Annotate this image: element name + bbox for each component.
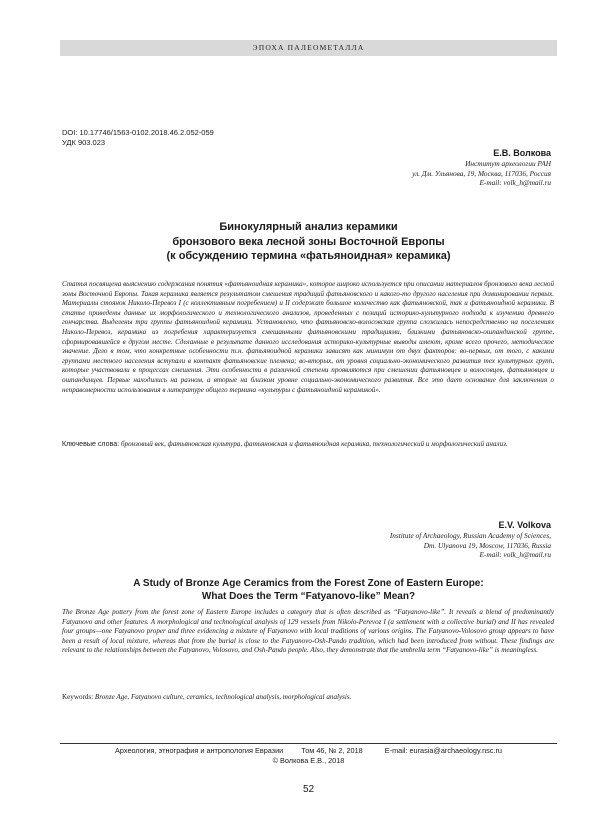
title-en-line-2: What Does the Term “Fatyanovo-like” Mean? — [201, 591, 416, 602]
footer-email: E-mail: eurasia@archaeology.nsc.ru — [384, 746, 502, 755]
author-email-ru: E-mail: volk_h@mail.ru — [479, 178, 551, 188]
author-institute-ru: Институт археологии РАН — [465, 159, 551, 168]
keywords-en-label: Keywords: — [62, 693, 94, 701]
keywords-ru-value: бронзовый век, фатьяновская культура, фатьяновская и фатьяноидная керамика, технологический и морфологический анализ. — [120, 440, 508, 448]
article-title-ru — [60, 220, 557, 264]
abstract-en: The Bronze Age pottery from the forest zone of Eastern Europe includes a category that is often described as “Fatyanovo-like”. It reveals a blend of predominantly Fatyanovo and other features. A morphological and technological analysis of 129 vessels from Nikolo-Perevoz I (a settlement with a collective burial) and II has revealed four groups—one Fatyanovo proper and three evidencing a mixture of Fatyanovo with local traditions of various origins. The Fatyanovo-Volosovo group appears to have been a result of local mixture, whereas that from the burial is close to the Fatyanovo-Osh-Pando tradition, which had been introduced from without. These findings are relevant to the relationships between the Fatyanovo, Volosovo, and Osh-Pando people. Also, they demonstrate that the umbrella term “Fatyanovo-like” is meaningless. — [62, 608, 554, 655]
keywords-ru-label: Ключевые слова: — [62, 440, 120, 448]
section-header-bar — [60, 40, 557, 56]
footer-journal-line — [60, 746, 557, 756]
title-ru-line-3: (к обсуждению термина «фатьяноидная» керамика) — [166, 250, 451, 262]
section-header-text: ЭПОХА ПАЛЕОМЕТАЛЛА — [252, 43, 365, 52]
author-block-ru — [251, 148, 551, 188]
article-identifiers — [62, 128, 214, 148]
keywords-ru — [62, 440, 554, 450]
author-name-en: E.V. Volkova — [498, 520, 551, 530]
title-ru-line-1: Бинокулярный анализ керамики — [219, 221, 398, 233]
keywords-en-value: Bronze Age, Fatyanovo culture, ceramics, technological analysis, morphological analysis. — [94, 693, 352, 701]
title-ru-line-2: бронзового века лесной зоны Восточной Европы — [172, 235, 445, 248]
keywords-en — [62, 693, 554, 703]
udk-text: УДК 903.023 — [62, 138, 106, 147]
author-block-en — [251, 520, 551, 560]
author-institute-en: Institute of Archaeology, Russian Academy of Sciences, — [389, 531, 551, 540]
footer-volume: Том 46, № 2, 2018 — [301, 746, 363, 755]
author-address-ru: ул. Дм. Ульянова, 19, Москва, 117036, Россия — [412, 168, 551, 178]
article-title-en — [60, 577, 557, 603]
doi-text: DOI: 10.17746/1563-0102.2018.46.2.052-059 — [62, 128, 214, 137]
author-address-en: Dm. Ulyanova 19, Moscow, 117036, Russia — [423, 540, 551, 550]
page-number: 52 — [302, 784, 315, 795]
footer-journal: Археология, этнография и антропология Евразии — [115, 746, 284, 755]
author-name-ru: Е.В. Волкова — [493, 148, 551, 158]
title-en-line-1: A Study of Bronze Age Ceramics from the Forest Zone of Eastern Europe: — [133, 578, 484, 589]
footer-divider — [60, 743, 557, 744]
author-email-en: E-mail: volk_h@mail.ru — [479, 550, 551, 560]
abstract-ru: Статья посвящена выяснению содержания понятия «фатьяноидная керамика», которое широко используется при описании материалов бронзового века лесной зоны Восточной Европы. Такая керамика является результатом смешения традиций фатьяновского и какого-то другого населения при доминировании первых. Материалы стоянок Николо-Перевоз I (с коллективным погребением) и II содержат большое количество как фатьяновской, так и фатьяноидной керамики. В статье приведены данные их морфологического и технологического анализов, проведенных с позиций историко-культурного подхода к изучению древнего гончарства. Выделены три группы фатьяноидной керамики. Установлено, что фатьяновско-волосовская группа сложилась непосредственно на поселениях Николо-Перевоз, керамика из погребения характеризуется смешанными фатьяновскими традициями, близкими фатьяновско-ошпандинской группе, сформировавшейся в другом месте. Сделанные в результате данного исследования историко-культурные выводы имеют, кроме всего прочего, методическое значение. Дело в том, что конкретные особенности т.н. фатьяноидной керамики зависят как минимум от двух факторов: во-первых, от того, с какими группами местного населения вступали в контакт фатьяновские племена; во-вторых, от уровня социально-экономического развития тех культурных групп, которые участвовали в процессах смешения. Эти особенности в различной степени проявляются при смешении фатьяновцев и волосовцев, фатьяновцев и ошпандинцев. Первые находились на разном, а вторые на близком уровне социально-экономического развития. Все это дает основание для заключения о неправомерности использования в литературе общего термина «культуры с фатьяноидной керамикой». — [62, 280, 554, 394]
footer-copyright: © Волкова Е.В., 2018 — [272, 756, 345, 765]
